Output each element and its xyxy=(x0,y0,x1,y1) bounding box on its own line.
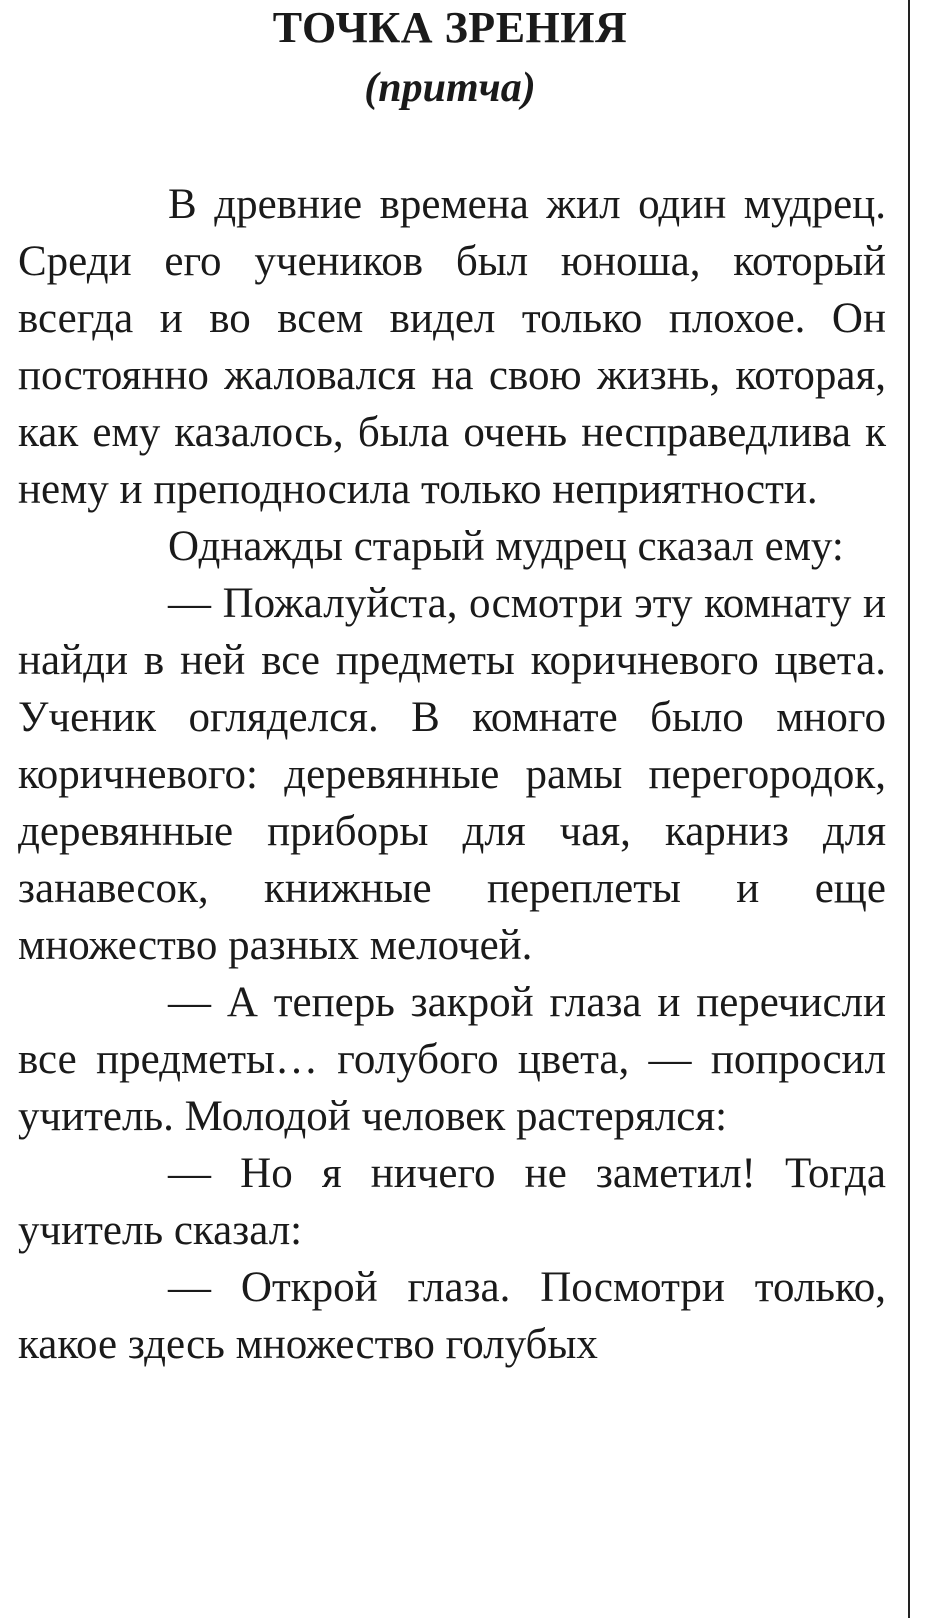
document-title: ТОЧКА ЗРЕНИЯ xyxy=(272,3,628,52)
paragraph: Однажды старый мудрец сказал ему: xyxy=(168,523,844,570)
paragraph: В древние времена жил один мудрец. Среди его учеников был юноша, который всегда и во всем видел только плохое. Он постоянно жаловался на свою жизнь, которая, как ему казалось, была очень несправедлива к нему и преподносила только неприятности. xyxy=(18,181,886,513)
document-body xyxy=(18,176,886,1373)
page-border-line xyxy=(908,0,910,1618)
paragraph: — А теперь закрой глаза и перечисли все предметы… голубого цвета, — попросил учитель. Молодой человек растерялся: xyxy=(18,979,886,1140)
document-subtitle: (притча) xyxy=(364,65,536,111)
paragraph: — Но я ничего не заметил! Тогда учитель сказал: xyxy=(18,1150,886,1254)
paragraph: — Открой глаза. Посмотри только, какое здесь множество голубых xyxy=(18,1264,886,1368)
paragraph: — Пожалуйста, осмотри эту комнату и найди в ней все предметы коричневого цвета. Ученик огляделся. В комнате было много коричневого: деревянные рамы перегородок, деревянные приборы для чая, карниз для занавесок, книжные переплеты и еще множество разных мелочей. xyxy=(18,580,886,969)
